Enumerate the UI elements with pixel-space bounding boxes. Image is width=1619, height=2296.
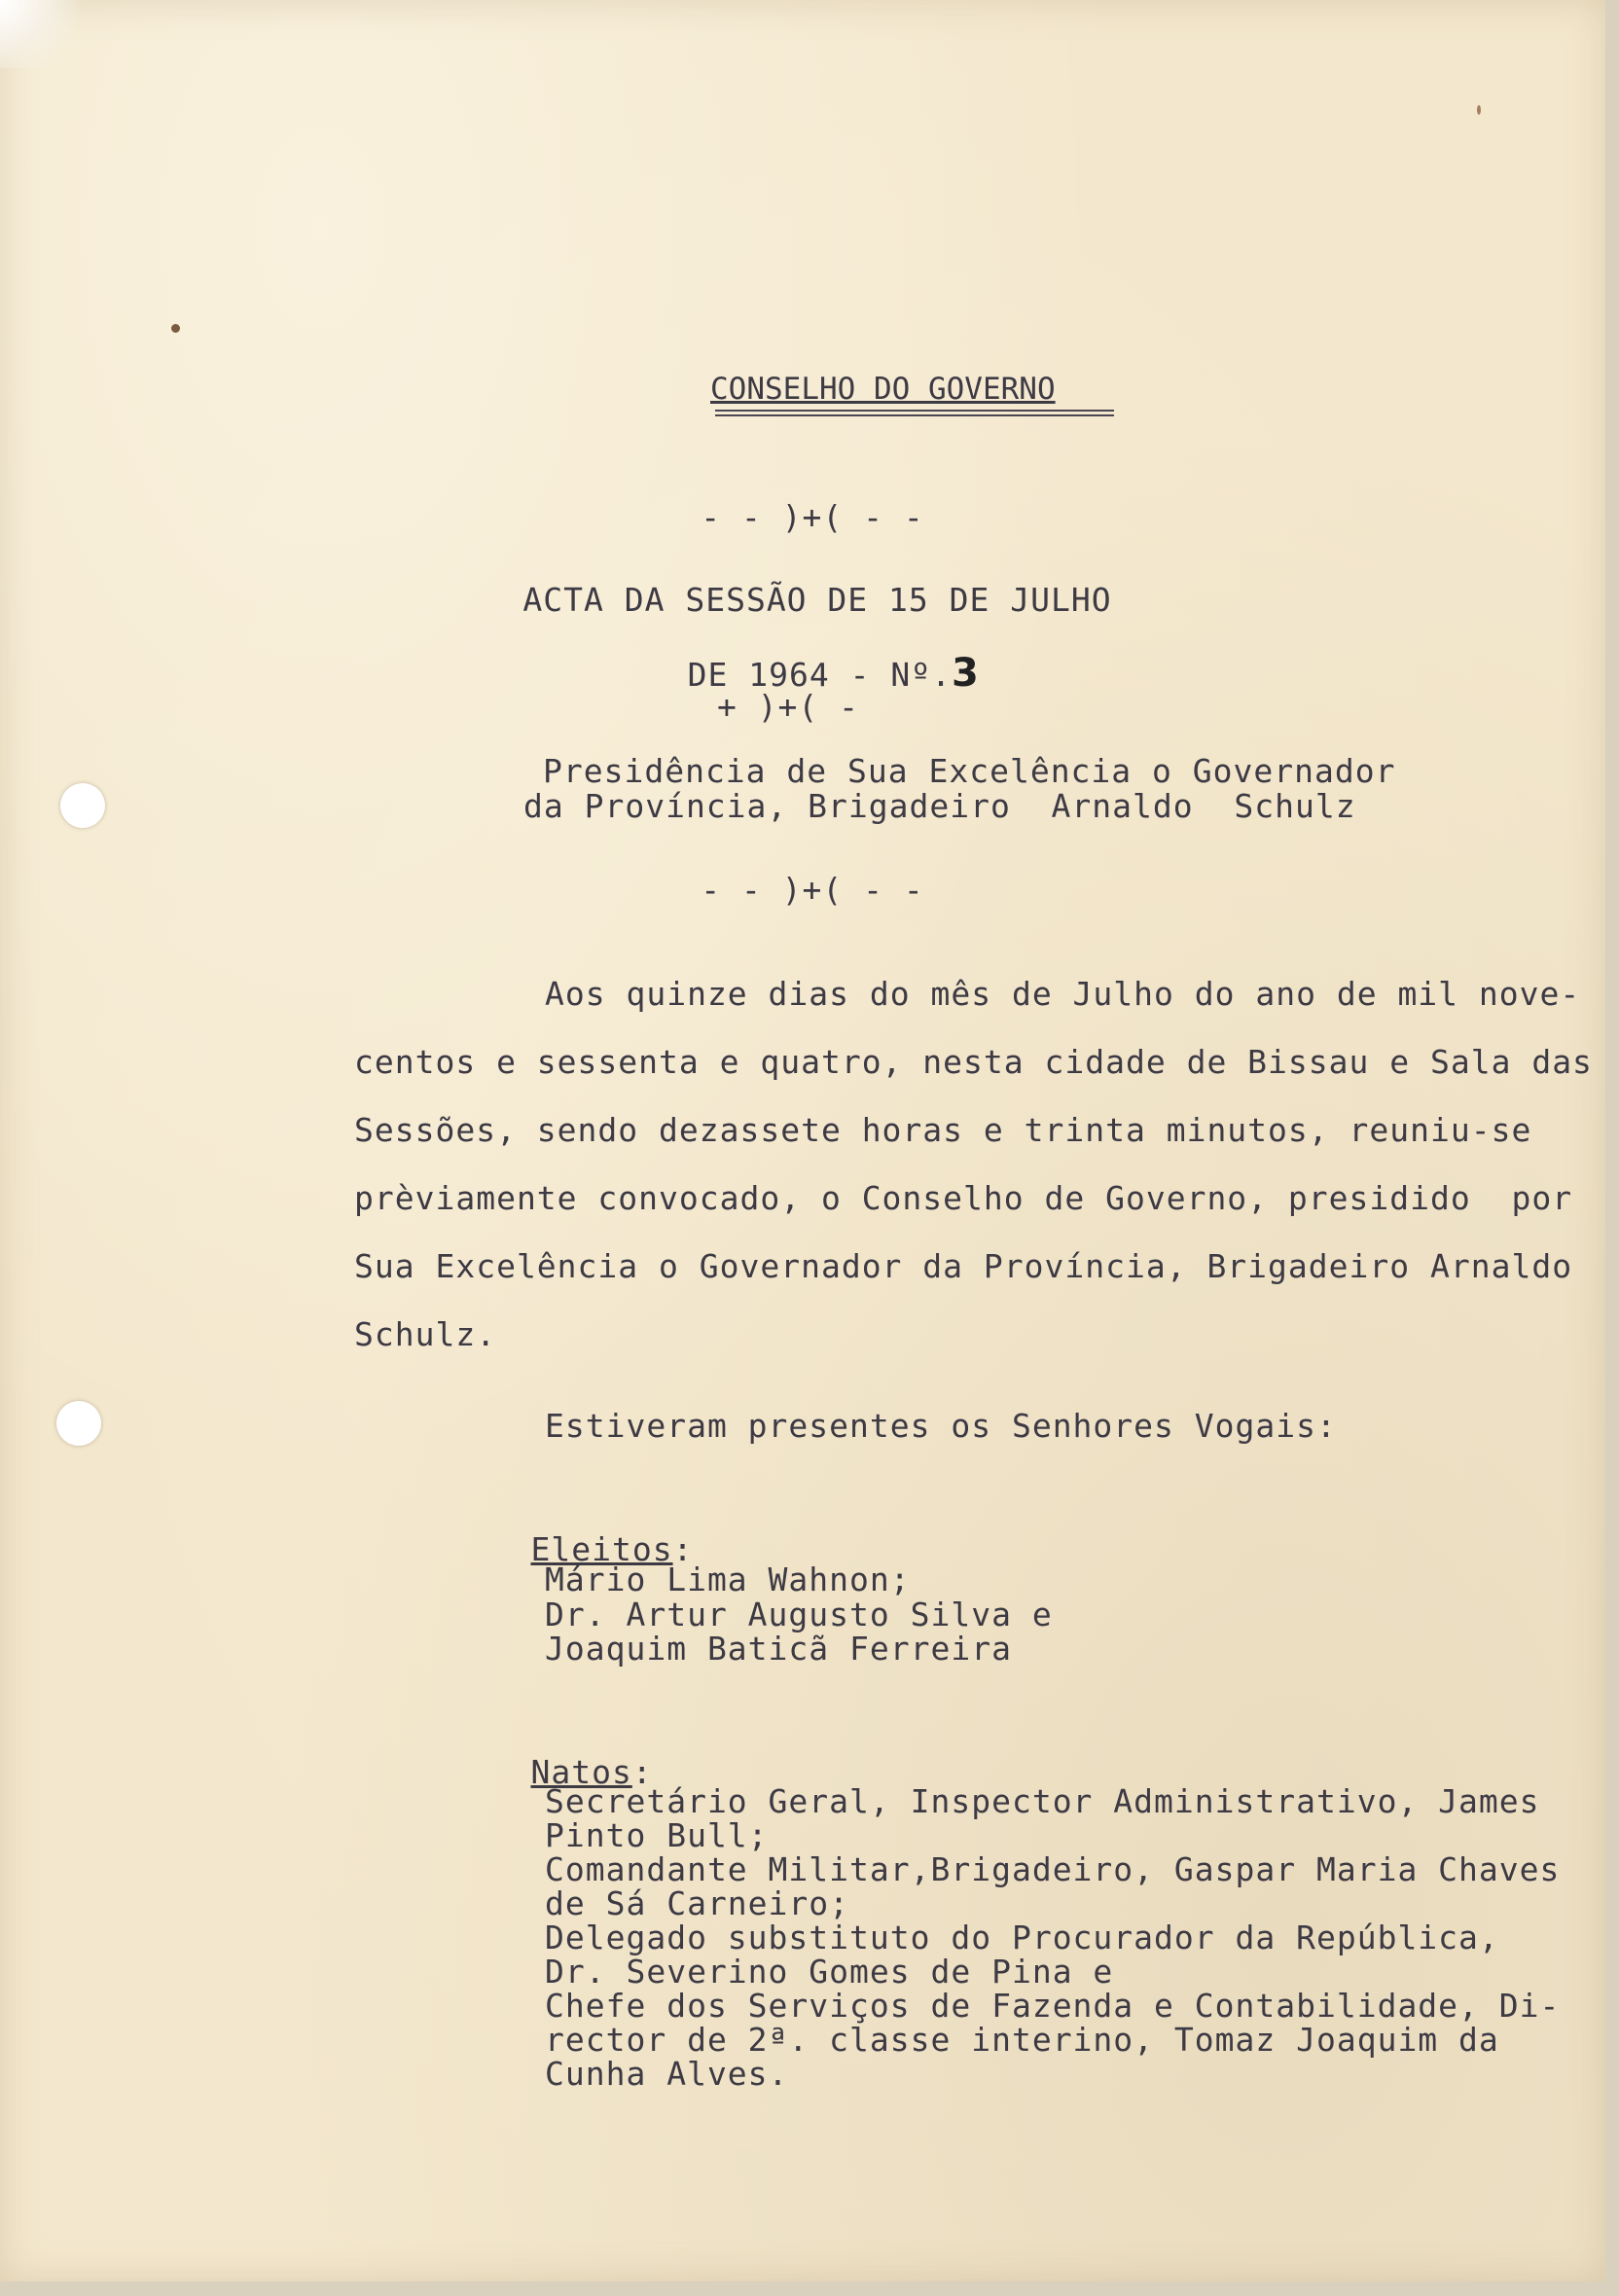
ornament-divider: - - )+( - -	[701, 871, 924, 909]
paragraph-line: prèviamente convocado, o Conselho de Governo, presidido por	[354, 1179, 1573, 1217]
act-title-line-1: ACTA DA SESSÃO DE 15 DE JULHO	[522, 581, 1112, 619]
natos-line: Delegado substituto do Procurador da República,	[545, 1919, 1499, 1956]
punch-hole-upper	[60, 783, 105, 828]
heading-colon: :	[672, 1530, 694, 1568]
paragraph-line: Aos quinze dias do mês de Julho do ano de mil nove-	[545, 975, 1581, 1013]
paragraph-line: Schulz.	[354, 1315, 497, 1353]
presidency-line-1: Presidência de Sua Excelência o Governador	[543, 752, 1396, 790]
present-intro: Estiveram presentes os Senhores Vogais:	[545, 1407, 1337, 1445]
heading-colon: :	[631, 1753, 653, 1791]
natos-heading-label: Natos	[530, 1753, 632, 1791]
elected-member: Joaquim Baticã Ferreira	[545, 1630, 1012, 1668]
natos-line: Pinto Bull;	[545, 1816, 769, 1854]
elected-member: Dr. Artur Augusto Silva e	[545, 1596, 1053, 1633]
act-number-handwritten: 3	[951, 651, 980, 696]
paragraph-line: Sessões, sendo dezassete horas e trinta minutos, reuniu-se	[354, 1111, 1532, 1149]
natos-line: Dr. Severino Gomes de Pina e	[545, 1953, 1114, 1991]
natos-line: rector de 2ª. classe interino, Tomaz Joaquim da	[545, 2021, 1499, 2059]
title-double-rule	[715, 414, 1114, 416]
punch-hole-lower	[56, 1401, 101, 1446]
elected-member: Mário Lima Wahnon;	[545, 1561, 911, 1598]
paper-speck	[171, 324, 180, 333]
ornament-divider: + )+( -	[716, 688, 860, 726]
natos-line: Comandante Militar,Brigadeiro, Gaspar Maria Chaves	[545, 1850, 1561, 1888]
natos-line: de Sá Carneiro;	[545, 1884, 850, 1922]
natos-line: Chefe dos Serviços de Fazenda e Contabilidade, Di-	[545, 1987, 1561, 2025]
paragraph-line: centos e sessenta e quatro, nesta cidade de Bissau e Sala das	[354, 1043, 1593, 1081]
worn-corner	[0, 0, 88, 68]
paragraph-line: Sua Excelência o Governador da Província, Brigadeiro Arnaldo	[354, 1247, 1573, 1285]
act-date: DE 1964 - Nº.	[687, 656, 952, 694]
elected-heading-label: Eleitos	[530, 1530, 673, 1568]
page-title: CONSELHO DO GOVERNO	[710, 372, 1056, 407]
ornament-divider: - - )+( - -	[701, 498, 924, 536]
paper-speck	[1477, 105, 1481, 115]
natos-line: Secretário Geral, Inspector Administrativo, James	[545, 1782, 1540, 1820]
presidency-line-2: da Província, Brigadeiro Arnaldo Schulz	[523, 787, 1356, 825]
title-double-rule	[715, 410, 1114, 412]
natos-line: Cunha Alves.	[545, 2055, 789, 2093]
